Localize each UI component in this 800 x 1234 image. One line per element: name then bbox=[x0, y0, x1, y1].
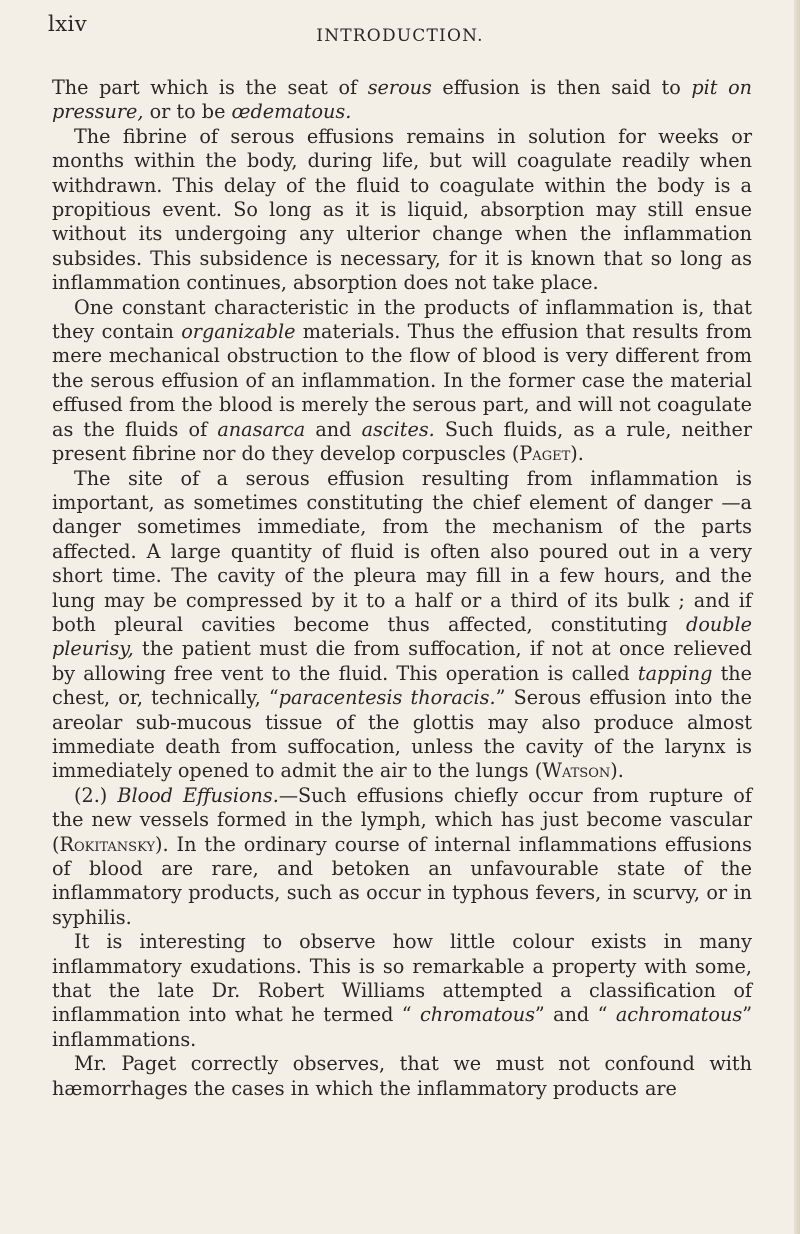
citation-watson: Watson bbox=[542, 759, 611, 783]
paragraph-1: The part which is the seat of serous effusion is then said to pit on pressure, or to be œdematous. bbox=[52, 76, 753, 124]
page-edge bbox=[794, 0, 800, 1234]
paragraph-5: (2.) Blood Effusions.—Such effusions chiefly occur from rupture of the new vessels formed in the lymph, which has just become vascular (Rokitansky). In the ordinary course of internal inflammations effusions of blood are rare, and betoken an unfavourable state of the inflammatory products, such as occur in typhous fevers, in scurvy, or in syphilis. bbox=[52, 783, 752, 929]
paragraph-7: Mr. Paget correctly observes, that we must not confound with hæmorrhages the cases in which the inflammatory products are bbox=[52, 1052, 752, 1100]
paragraph-4: The site of a serous effusion resulting from inflammation is important, as sometimes constituting the chief element of danger —a danger sometimes immediate, from the mechanism of the parts affected. A large quantity of fluid is often also poured out in a very short time. The cavity of the pleura may fill in a few hours, and the lung may be compressed by it to a half or a third of its bulk ; and if both pleural cavities become thus affected, constituting double pleurisy, the patient must die from suffocation, if not at once relieved by allowing free vent to the fluid. This operation is called tapping the chest, or, technically, “paracentesis thoracis.” Serous effusion into the areolar sub-mucous tissue of the glottis may also produce almost immediate death from suffocation, unless the cavity of the larynx is immediately opened to admit the air to the lungs (Watson). bbox=[52, 466, 753, 783]
running-title: INTRODUCTION. bbox=[316, 26, 484, 46]
paragraph-6: It is interesting to observe how little colour exists in many inflammatory exudations. This is so remarkable a property with some, that the late Dr. Robert Williams attempted a classification of inflammation into what he termed “ chromatous” and “ achromatous” inflammations. bbox=[52, 930, 752, 1051]
paragraph-2: The fibrine of serous effusions remains in solution for weeks or months within the body, during life, but will coagulate readily when withdrawn. This delay of the fluid to coagulate within the body is a propitious event. So long as it is liquid, absorption may still ensue without its undergoing any ulterior change when the inflammation subsides. This subsidence is necessary, for it is known that so long as inflammation continues, absorption does not take place. bbox=[52, 124, 752, 295]
page-number: lxiv bbox=[48, 12, 88, 36]
body-text bbox=[52, 76, 752, 1101]
paragraph-3: One constant characteristic in the products of inflammation is, that they contain organizable materials. Thus the effusion that results from mere mechanical obstruction to the flow of blood is very different from the serous effusion of an inflammation. In the former case the material effused from the blood is merely the serous part, and will not coagulate as the fluids of anasarca and ascites. Such fluids, as a rule, neither present fibrine nor do they develop corpuscles (Paget). bbox=[52, 295, 752, 466]
citation-paget: Paget bbox=[519, 442, 571, 466]
section-heading-blood-effusions: Blood Effusions. bbox=[117, 783, 279, 807]
citation-rokitansky: Rokitansky bbox=[59, 832, 156, 856]
